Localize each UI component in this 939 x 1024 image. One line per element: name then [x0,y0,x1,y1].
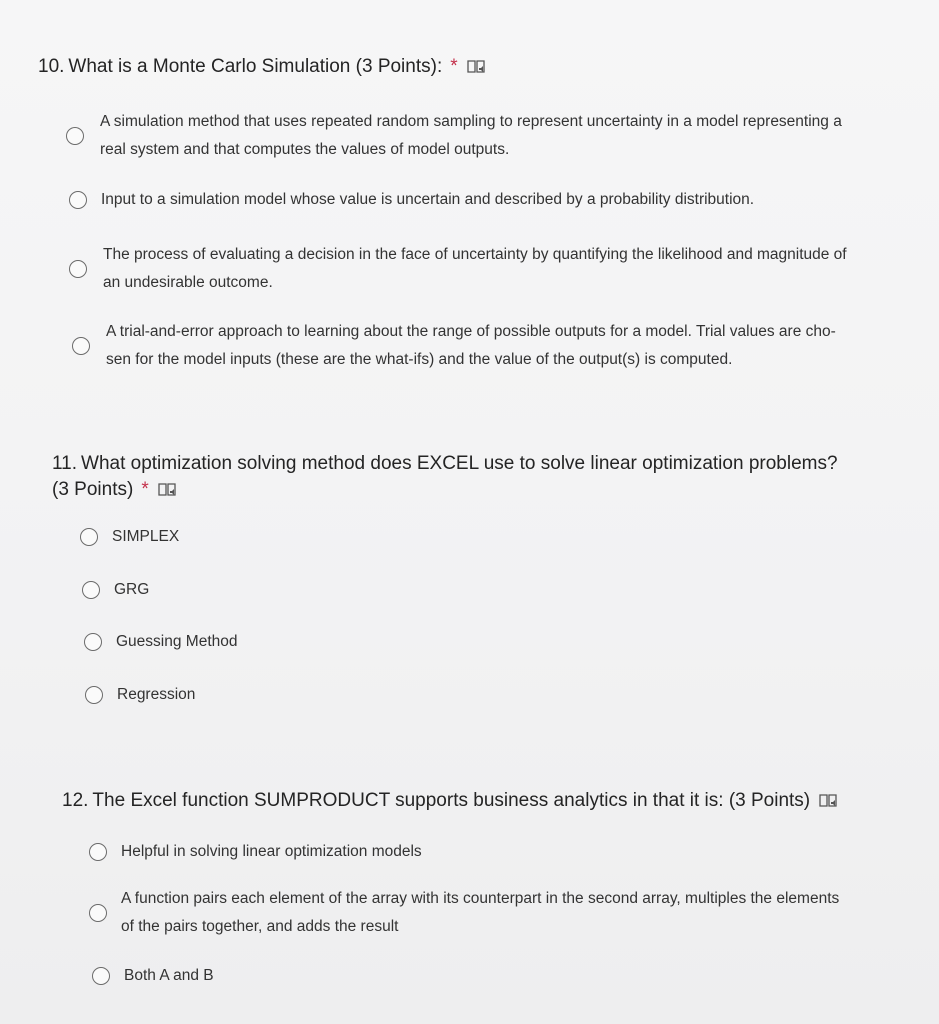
option-label: A trial-and-error approach to learning about the range of possible outputs for a model. Trial values are cho- sen for the model inputs (these are the what-ifs) and the value of the output(s) is computed. [106,323,836,368]
radio-button[interactable] [66,127,84,145]
option-label: Helpful in solving linear optimization models [121,843,422,860]
option-label: SIMPLEX [112,528,180,545]
option-c[interactable] [69,241,869,297]
question-number: 10. [38,56,65,77]
option-label: The process of evaluating a decision in the face of uncertainty by quantifying the likelihood and magnitude of an undesirable outcome. [103,246,847,291]
question-text: What optimization solving method does EXCEL use to solve linear optimization problems? (3 Points) [52,453,838,500]
question-number: 11. [52,453,78,474]
option-grg[interactable] [82,576,149,604]
question-number: 12. [62,790,89,811]
option-b[interactable] [89,885,889,941]
option-c[interactable] [92,962,214,990]
radio-button[interactable] [84,633,102,651]
radio-button[interactable] [92,967,110,985]
radio-button[interactable] [69,191,87,209]
option-label: Regression [117,686,196,703]
radio-button[interactable] [89,904,107,922]
question-title [62,788,838,814]
radio-button[interactable] [89,843,107,861]
immersive-reader-icon[interactable] [818,792,838,810]
required-mark: * [141,479,149,500]
question-title [52,451,852,503]
option-a[interactable] [66,108,866,164]
option-guessing-method[interactable] [84,628,238,656]
option-label: GRG [114,581,150,598]
required-mark: * [450,56,458,77]
immersive-reader-icon[interactable] [157,481,177,499]
radio-button[interactable] [82,581,100,599]
option-label: Input to a simulation model whose value is uncertain and described by a probability distribution. [101,191,755,208]
immersive-reader-icon[interactable] [466,58,486,76]
option-label: Guessing Method [116,633,238,650]
radio-button[interactable] [85,686,103,704]
radio-button[interactable] [72,337,90,355]
question-text: The Excel function SUMPRODUCT supports business analytics in that it is: (3 Points) [92,790,811,811]
option-label: Both A and B [124,967,214,984]
radio-button[interactable] [69,260,87,278]
question-title [38,54,486,80]
option-simplex[interactable] [80,523,179,551]
option-d[interactable] [72,318,872,374]
option-b[interactable] [69,186,754,214]
option-label: A function pairs each element of the array with its counterpart in the second array, multiples the elements of the pairs together, and adds the result [121,890,840,935]
option-regression[interactable] [85,681,195,709]
question-text: What is a Monte Carlo Simulation (3 Points): [68,56,443,77]
radio-button[interactable] [80,528,98,546]
option-a[interactable] [89,838,422,866]
option-label: A simulation method that uses repeated random sampling to represent uncertainty in a model representing a real system and that computes the values of model outputs. [100,113,842,158]
